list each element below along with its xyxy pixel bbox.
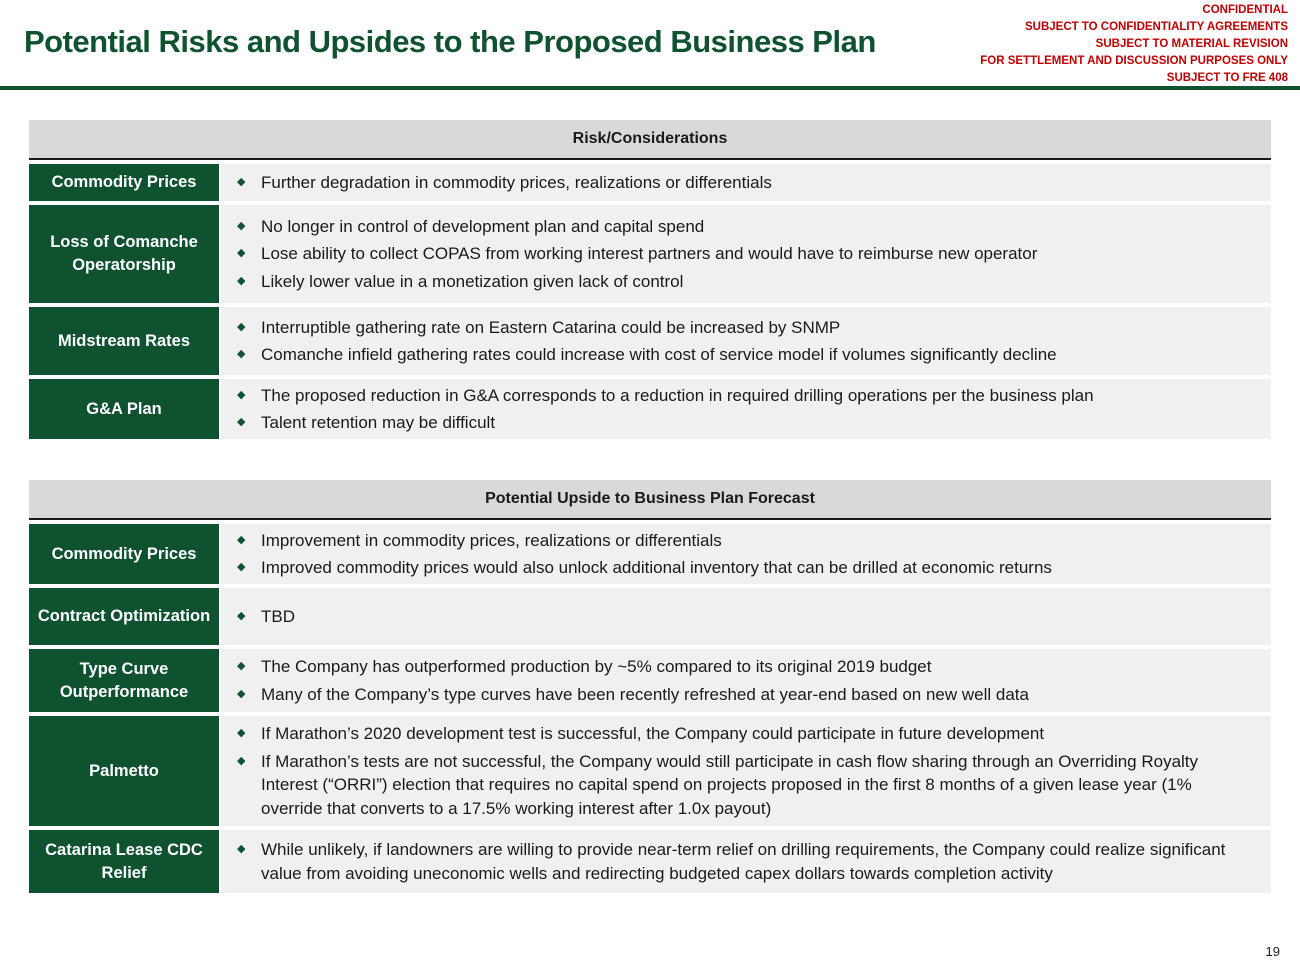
row-content <box>221 830 1271 893</box>
diamond-bullet-icon: ◆ <box>237 219 246 232</box>
bullet-item: ◆ Further degradation in commodity prices, realizations or differentials <box>235 171 1257 195</box>
row-content <box>221 716 1271 826</box>
diamond-bullet-icon: ◆ <box>237 247 246 260</box>
header-divider <box>0 86 1300 90</box>
bullet-item: ◆ TBD <box>235 605 1257 629</box>
diamond-bullet-icon: ◆ <box>237 561 246 573</box>
bullet-item: ◆ If Marathon’s tests are not successful, the Company would still participate in cash flow sharing through an Overriding Royalty Interest (“ORRI”) election that requires no capital spend on projects proposed in the first 8 months of a given lease year (1% override that converts to a 17.5% working interest after 1.0x payout) <box>237 751 1199 818</box>
bullet-item: ◆ Improvement in commodity prices, realizations or differentials <box>235 529 1257 553</box>
confidential-line: SUBJECT TO MATERIAL REVISION <box>1095 38 1288 50</box>
row-label: Commodity Prices <box>29 524 219 584</box>
diamond-bullet-icon: ◆ <box>237 660 246 672</box>
diamond-bullet-icon: ◆ <box>237 320 246 333</box>
bullet-item: ◆ The Company has outperformed production by ~5% compared to its original 2019 budget <box>235 655 1257 679</box>
row-content <box>221 379 1271 439</box>
page-number: 19 <box>1265 944 1280 959</box>
diamond-bullet-icon: ◆ <box>237 754 246 767</box>
bullet-item: ◆ Many of the Company’s type curves have been recently refreshed at year-end based on new well data <box>235 683 1257 707</box>
bullet-item: ◆ Interruptible gathering rate on Eastern Catarina could be increased by SNMP <box>235 316 1257 340</box>
diamond-bullet-icon: ◆ <box>237 348 246 360</box>
confidential-line: CONFIDENTIAL <box>1202 4 1288 16</box>
risk-row-midstream-rates <box>29 307 1271 375</box>
diamond-bullet-icon: ◆ <box>237 274 246 287</box>
diamond-bullet-icon: ◆ <box>237 727 246 739</box>
row-content <box>221 524 1271 584</box>
bullet-item: ◆ Likely lower value in a monetization given lack of control <box>235 270 1257 294</box>
row-content <box>221 205 1271 303</box>
diamond-bullet-icon: ◆ <box>237 416 246 428</box>
row-content <box>221 588 1271 645</box>
row-content <box>221 307 1271 375</box>
bullet-item: ◆ Talent retention may be difficult <box>235 411 1257 435</box>
bullet-item: ◆ If Marathon’s 2020 development test is successful, the Company could participate in future development <box>235 722 1257 746</box>
diamond-bullet-icon: ◆ <box>237 533 246 546</box>
risk-row-comanche-operatorship <box>29 205 1271 303</box>
confidential-line: SUBJECT TO FRE 408 <box>1166 72 1288 84</box>
confidential-line: FOR SETTLEMENT AND DISCUSSION PURPOSES ONLY <box>980 55 1288 67</box>
bullet-item: ◆ Improved commodity prices would also unlock additional inventory that can be drilled at economic returns <box>235 556 1257 580</box>
upside-row-contract-optimization <box>29 588 1271 645</box>
diamond-bullet-icon: ◆ <box>237 843 246 855</box>
row-label: Contract Optimization <box>29 588 219 645</box>
upsides-section-heading: Potential Upside to Business Plan Forecast <box>29 480 1271 520</box>
row-label: Palmetto <box>29 716 219 826</box>
row-label: Catarina Lease CDC Relief <box>29 830 219 893</box>
bullet-item: ◆ The proposed reduction in G&A corresponds to a reduction in required drilling operations per the business plan <box>235 384 1257 408</box>
upside-row-catarina-cdc-relief <box>29 830 1271 893</box>
row-label: Midstream Rates <box>29 307 219 375</box>
bullet-item: ◆ While unlikely, if landowners are willing to provide near-term relief on drilling requirements, the Company could realize significant value from avoiding uneconomic wells and redirecting budgeted capex dollars towards completion activity <box>237 840 1226 883</box>
risks-section-heading: Risk/Considerations <box>29 120 1271 160</box>
row-label: Type Curve Outperformance <box>29 649 219 712</box>
bullet-item: ◆ No longer in control of development plan and capital spend <box>235 215 1257 239</box>
risk-row-ga-plan <box>29 379 1271 439</box>
row-label: Loss of Comanche Operatorship <box>29 205 219 303</box>
confidential-line: SUBJECT TO CONFIDENTIALITY AGREEMENTS <box>1024 21 1288 33</box>
diamond-bullet-icon: ◆ <box>237 687 246 700</box>
row-label: Commodity Prices <box>29 164 219 201</box>
risk-row-commodity-prices <box>29 164 1271 201</box>
bullet-item: ◆ Lose ability to collect COPAS from working interest partners and would have to reimburse new operator <box>235 242 1257 266</box>
upside-row-type-curve <box>29 649 1271 712</box>
confidentiality-notice <box>980 2 1288 87</box>
upside-row-palmetto <box>29 716 1271 826</box>
risks-section <box>29 120 1271 439</box>
diamond-bullet-icon: ◆ <box>237 388 246 401</box>
upsides-section <box>29 480 1271 893</box>
row-content <box>221 649 1271 712</box>
diamond-bullet-icon: ◆ <box>237 609 246 622</box>
upside-row-commodity-prices <box>29 524 1271 584</box>
row-content <box>221 164 1271 201</box>
bullet-item: ◆ Comanche infield gathering rates could increase with cost of service model if volumes significantly decline <box>235 343 1257 367</box>
page-title: Potential Risks and Upsides to the Proposed Business Plan <box>24 24 876 59</box>
diamond-bullet-icon: ◆ <box>237 175 246 188</box>
row-label: G&A Plan <box>29 379 219 439</box>
